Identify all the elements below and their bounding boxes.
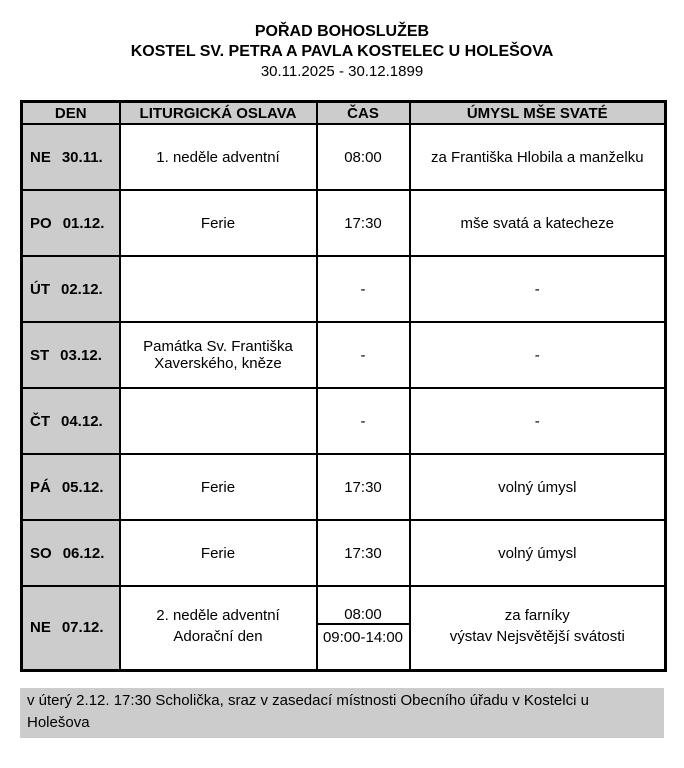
celebration-primary: 2. neděle adventní: [156, 606, 280, 624]
time-cell: -: [317, 322, 410, 388]
day-abbrev: NE: [30, 148, 51, 166]
day-cell: [22, 322, 120, 388]
celebration-cell: Ferie: [120, 454, 317, 520]
table-row: [22, 586, 666, 670]
column-header-celebration: LITURGICKÁ OSLAVA: [120, 102, 317, 125]
day-cell: [22, 586, 120, 670]
intention-cell: mše svatá a katecheze: [410, 190, 666, 256]
table-row: [22, 322, 666, 388]
column-header-den: DEN: [22, 102, 120, 125]
celebration-cell: Ferie: [120, 520, 317, 586]
intention-cell: za Františka Hlobila a manželku: [410, 124, 666, 190]
intention-cell: volný úmysl: [410, 454, 666, 520]
church-name: KOSTEL SV. PETRA A PAVLA KOSTELEC U HOLEŠOVA: [130, 43, 554, 60]
day-abbrev: PO: [30, 214, 52, 232]
table-row: [22, 256, 666, 322]
day-cell: [22, 520, 120, 586]
table-row: [22, 124, 666, 190]
time-secondary: 09:00-14:00: [318, 623, 409, 650]
celebration-cell: [120, 388, 317, 454]
column-header-intention: ÚMYSL MŠE SVATÉ: [410, 102, 666, 125]
time-cell: [317, 586, 410, 670]
day-date: 02.12.: [61, 280, 103, 298]
time-cell: 17:30: [317, 454, 410, 520]
schedule-table: [20, 100, 667, 672]
celebration-secondary: Adorační den: [173, 627, 263, 645]
celebration-cell: 1. neděle adventní: [120, 124, 317, 190]
time-cell: 17:30: [317, 190, 410, 256]
table-row: [22, 388, 666, 454]
intention-cell: -: [410, 256, 666, 322]
day-abbrev: ST: [30, 346, 50, 364]
table-row: [22, 190, 666, 256]
title-block: [0, 0, 684, 82]
date-range: 30.11.2025 - 30.12.1899: [260, 63, 424, 80]
day-cell: [22, 454, 120, 520]
page-title: POŘAD BOHOSLUŽEB: [254, 23, 430, 40]
table-header-row: [22, 102, 666, 125]
day-date: 03.12.: [60, 346, 102, 364]
time-cell: 08:00: [317, 124, 410, 190]
celebration-cell: [120, 586, 317, 670]
intention-cell: [410, 586, 666, 670]
time-cell: 17:30: [317, 520, 410, 586]
day-abbrev: NE: [30, 619, 51, 637]
day-date: 04.12.: [61, 412, 103, 430]
celebration-cell: Ferie: [120, 190, 317, 256]
day-date: 06.12.: [62, 544, 105, 562]
day-cell: [22, 388, 120, 454]
day-date: 30.11.: [61, 148, 103, 166]
intention-cell: -: [410, 388, 666, 454]
celebration-cell: [120, 256, 317, 322]
celebration-cell: Památka Sv. Františka Xaverského, kněze: [120, 322, 317, 388]
day-abbrev: PÁ: [30, 478, 51, 496]
intention-cell: -: [410, 322, 666, 388]
day-date: 01.12.: [62, 214, 105, 232]
day-date: 05.12.: [61, 478, 104, 496]
table-row: [22, 520, 666, 586]
time-cell: -: [317, 256, 410, 322]
table-row: [22, 454, 666, 520]
day-cell: [22, 256, 120, 322]
day-abbrev: SO: [30, 544, 52, 562]
intention-primary: za farníky: [504, 606, 570, 624]
intention-cell: volný úmysl: [410, 520, 666, 586]
day-abbrev: ČT: [30, 412, 50, 430]
column-header-time: ČAS: [317, 102, 410, 125]
day-cell: [22, 124, 120, 190]
day-cell: [22, 190, 120, 256]
intention-secondary: výstav Nejsvětější svátosti: [449, 627, 625, 645]
day-abbrev: ÚT: [30, 280, 50, 298]
time-primary: 08:00: [344, 605, 382, 623]
day-date: 07.12.: [61, 619, 104, 637]
time-cell: -: [317, 388, 410, 454]
footer-note: v úterý 2.12. 17:30 Scholička, sraz v zasedací místnosti Obecního úřadu v Kostelci u Holešova: [20, 688, 664, 738]
